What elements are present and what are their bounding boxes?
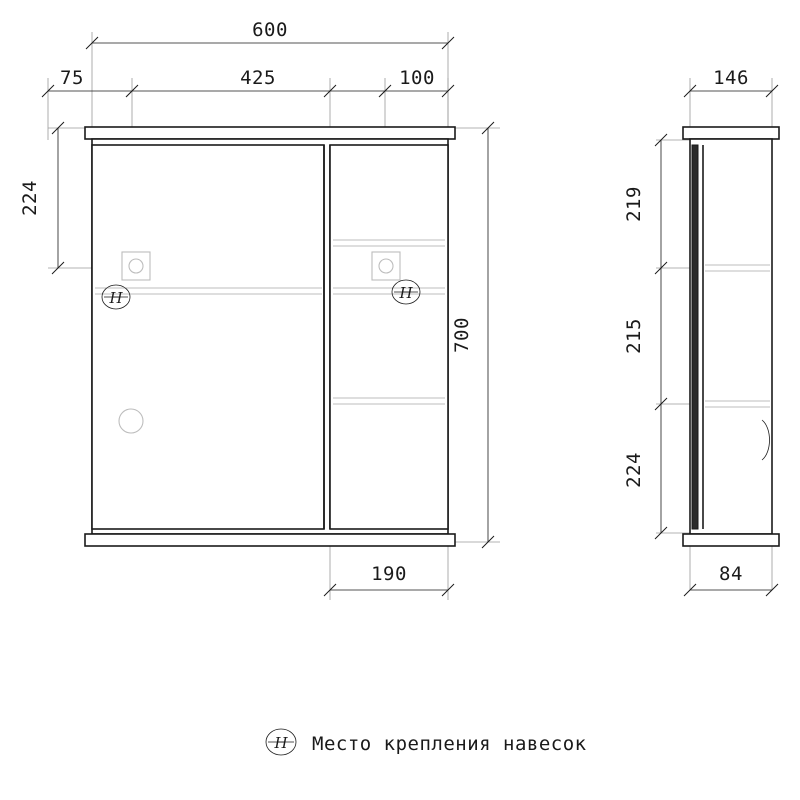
dim-side-bottom-height-text: 224 — [623, 452, 645, 488]
dim-side-top-height-text: 219 — [623, 186, 645, 222]
dim-overall-width — [86, 19, 454, 49]
dim-side-middle-height-text: 215 — [623, 318, 645, 354]
mount-mark-right-symbol: H — [399, 284, 413, 302]
dim-top-height — [19, 122, 64, 274]
dim-base-depth — [684, 563, 778, 596]
legend — [266, 729, 587, 755]
front-view-body — [85, 127, 455, 546]
dim-width-chain — [42, 67, 454, 97]
dim-middle-segment-text: 425 — [240, 67, 276, 89]
dim-side-height-chain — [623, 134, 667, 539]
legend-symbol: H — [274, 734, 288, 752]
side-view-body — [683, 127, 779, 546]
dim-bottom-width-text: 190 — [371, 563, 407, 585]
dim-base-depth-text: 84 — [719, 563, 743, 585]
dim-bottom-width — [324, 563, 454, 596]
dim-left-segment-text: 75 — [60, 67, 84, 89]
mount-mark-left-symbol: H — [109, 289, 123, 307]
dim-overall-width-text: 600 — [252, 19, 288, 41]
dim-right-segment-text: 100 — [399, 67, 435, 89]
dim-overall-height-text: 700 — [451, 317, 473, 353]
dim-overall-height — [451, 122, 494, 548]
legend-label: Место крепления навесок — [312, 733, 587, 755]
dim-side-depth — [684, 67, 778, 97]
mount-mark-right — [392, 280, 420, 304]
mount-mark-left — [102, 285, 130, 309]
dim-side-depth-text: 146 — [713, 67, 749, 89]
dim-top-height-text: 224 — [19, 180, 41, 216]
